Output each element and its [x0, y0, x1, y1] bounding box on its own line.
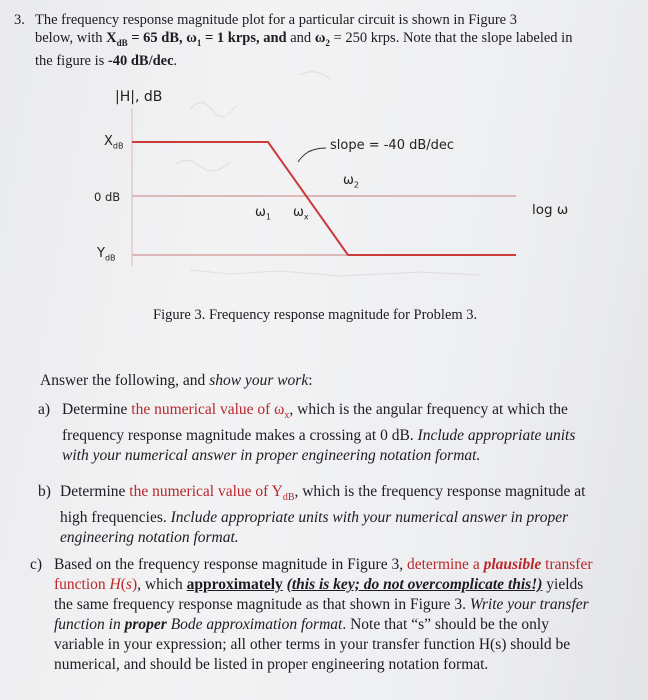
xdb-label: $X_{dB}$ — [104, 134, 124, 151]
answer-intro: Answer the following, and show your work: — [40, 372, 313, 389]
part-c-line-3: the same frequency response magnitude as that shown in Figure 3. Write your transfer — [54, 596, 589, 613]
problem-line-1: The frequency response magnitude plot for a particular circuit is shown in Figure 3 — [35, 12, 517, 28]
part-a-line-1: Determine the numerical value of $\omega_x$, which is the angular frequency at which the — [62, 401, 568, 422]
problem-line-3: the figure is -40 dB/dec. — [35, 52, 178, 69]
omega1-label: $\omega_1$ — [255, 205, 271, 222]
omega2-label: $\omega_2$ — [343, 173, 359, 190]
magnitude-curve — [132, 142, 516, 255]
part-b-line-2: high frequencies. Include appropriate units with your numerical answer in proper — [60, 509, 569, 527]
part-b-text — [60, 482, 644, 548]
part-c-line-2: function H(s), which approximately (this is key; do not overcomplicate this!) yields — [54, 576, 584, 593]
part-a-line-2: frequency response magnitude makes a crossing at 0 dB. Include appropriate units — [62, 427, 576, 445]
background-scribbles — [175, 72, 480, 276]
part-b-label: b) — [38, 483, 51, 500]
slope-pointer — [298, 148, 326, 162]
figure-caption: Figure 3. Frequency response magnitude for Problem 3. — [153, 307, 478, 323]
part-b-line-1: Determine the numerical value of $Y_{dB}$, which is the frequency response magnitude at — [60, 483, 586, 504]
omegax-label: $\omega_x$ — [293, 205, 309, 222]
part-c-text — [54, 555, 646, 675]
part-a-label: a) — [38, 401, 51, 418]
part-c-line-4: function in proper Bode approximation format. Note that “s” should be the only — [54, 616, 549, 633]
ydb-label: $Y_{dB}$ — [97, 246, 116, 263]
log-omega-label: log ω — [532, 202, 569, 218]
part-a-line-3: with your numerical answer in proper engineering notation format. — [62, 447, 481, 465]
y-axis-label: |H|, dB — [115, 89, 163, 105]
zero-db-label: 0 dB — [94, 190, 121, 204]
slope-label: slope = -40 dB/dec — [330, 138, 455, 153]
part-c-label: c) — [30, 556, 43, 573]
part-c-line-5: variable in your expression; all other terms in your transfer function H(s) should be — [54, 636, 571, 653]
problem-line-2: below, with $X_{dB} = 65$ dB, $\omega_1 = 1$ krps, and and $\omega_2 = 250$ krps. Note that the slope labeled in — [35, 30, 573, 48]
problem-number: 3. — [14, 12, 25, 28]
part-a-text — [62, 400, 642, 466]
part-b-line-3: engineering notation format. — [60, 529, 239, 547]
part-c-line-6: numerical, and should be listed in proper engineering notation format. — [54, 656, 489, 673]
part-c-line-1: Based on the frequency response magnitude in Figure 3, determine a plausible transfer — [54, 556, 593, 573]
